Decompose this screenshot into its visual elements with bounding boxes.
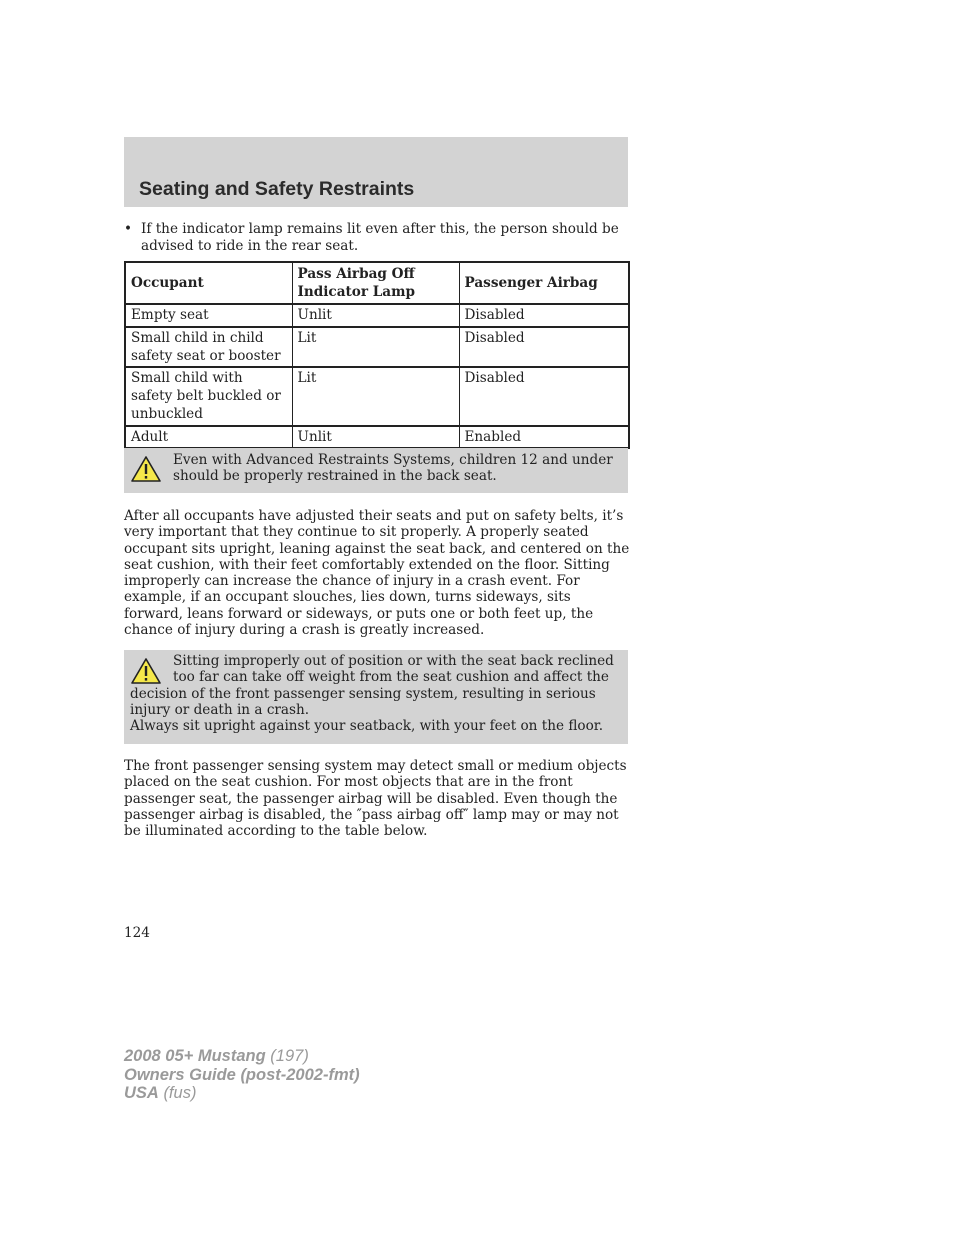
body-paragraph-sensing: The front passenger sensing system may detect small or medium objects placed on the seat cushion. For most objects that are in the front passenger seat, the passenger airbag will be disabled. Even though the passenger airbag is disabled, the ″pass airbag off″ lamp may or may not be illuminated according to the table below. xyxy=(124,758,627,840)
cell-indicator-lamp: Unlit xyxy=(292,426,459,448)
table-row xyxy=(125,304,629,326)
cell-occupant: Small child with safety belt buckled or unbuckled xyxy=(125,367,292,426)
column-header-occupant: Occupant xyxy=(125,262,292,304)
warning-box-posture xyxy=(124,650,628,744)
column-header-indicator-lamp: Pass Airbag Off Indicator Lamp xyxy=(292,262,459,304)
column-header-passenger-airbag: Passenger Airbag xyxy=(459,262,629,304)
table-row xyxy=(125,327,629,367)
footer-guide: Owners Guide (post-2002-fmt) xyxy=(124,1065,360,1084)
airbag-status-table xyxy=(124,261,630,449)
cell-passenger-airbag: Disabled xyxy=(459,367,629,426)
cell-occupant: Adult xyxy=(125,426,292,448)
section-title: Seating and Safety Restraints xyxy=(139,178,415,200)
page-number: 124 xyxy=(124,925,150,941)
bullet-item xyxy=(124,221,624,254)
warning-text: Even with Advanced Restraints Systems, children 12 and under should be properly restrained in the back seat. xyxy=(173,452,613,485)
footer-market-code: (fus) xyxy=(163,1084,197,1102)
cell-indicator-lamp: Lit xyxy=(292,367,459,426)
warning-text-secondary: Always sit upright against your seatback, with your feet on the floor. xyxy=(130,718,604,735)
cell-passenger-airbag: Enabled xyxy=(459,426,629,448)
cell-passenger-airbag: Disabled xyxy=(459,327,629,367)
table-header-row xyxy=(125,262,629,304)
warning-text: Sitting improperly out of position or with the seat back reclined too far can take off weight from the seat cushion and affect the decision of the front passenger sensing system, resulting in serious injury or death in a crash. xyxy=(130,653,614,718)
cell-passenger-airbag: Disabled xyxy=(459,304,629,326)
cell-occupant: Empty seat xyxy=(125,304,292,326)
warning-triangle-icon xyxy=(130,657,162,685)
cell-occupant: Small child in child safety seat or booster xyxy=(125,327,292,367)
cell-indicator-lamp: Unlit xyxy=(292,304,459,326)
warning-triangle-icon xyxy=(130,455,162,483)
bullet-symbol: • xyxy=(124,221,133,237)
cell-indicator-lamp: Lit xyxy=(292,327,459,367)
warning-box-children xyxy=(124,448,628,493)
footer-model: 2008 05+ Mustang xyxy=(124,1047,266,1065)
footer-market: USA xyxy=(124,1084,159,1102)
footer-model-code: (197) xyxy=(270,1047,309,1065)
section-header xyxy=(124,137,628,207)
table-row xyxy=(125,367,629,426)
body-paragraph-posture: After all occupants have adjusted their seats and put on safety belts, it’s very important that they continue to sit properly. A properly seated occupant sits upright, leaning against the seat back, and centered on the seat cushion, with their feet comfortably extended on the floor. Sitting improperly can increase the chance of injury in a crash event. For example, if an occupant slouches, lies down, turns sideways, sits forward, leans forward or sideways, or puts one or both feet up, the chance of injury during a crash is greatly increased. xyxy=(124,508,630,639)
document-footer xyxy=(124,1047,360,1103)
table-row xyxy=(125,426,629,448)
bullet-text: If the indicator lamp remains lit even after this, the person should be advised to ride in the rear seat. xyxy=(141,221,619,254)
